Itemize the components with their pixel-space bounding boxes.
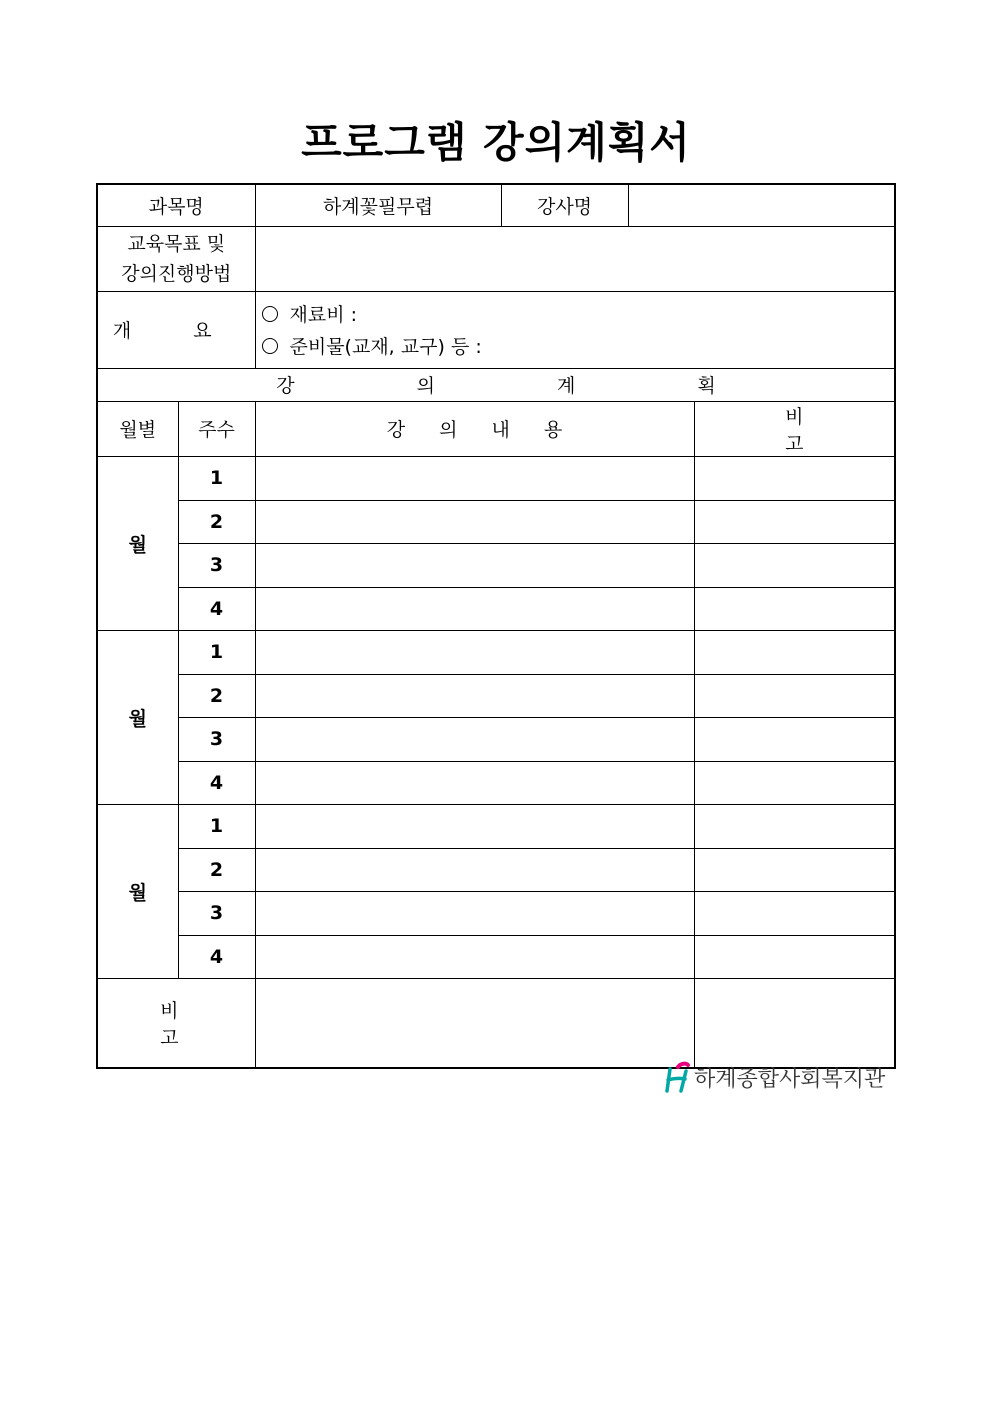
remarks-cell[interactable] (694, 630, 895, 674)
content-cell[interactable] (255, 848, 694, 891)
week-cell: 3 (178, 543, 255, 587)
content-cell[interactable] (255, 630, 694, 674)
col-header-content: 강 의 내 용 (255, 401, 694, 456)
table-row (97, 804, 895, 848)
table-row (97, 935, 895, 978)
overview-row (97, 291, 895, 368)
week-cell: 4 (178, 761, 255, 804)
subject-row (97, 184, 895, 226)
month-cell[interactable]: 월 (97, 804, 178, 978)
month-cell[interactable]: 월 (97, 456, 178, 630)
remarks-cell[interactable] (694, 717, 895, 761)
week-cell: 1 (178, 456, 255, 500)
bottom-remarks-extra[interactable] (694, 978, 895, 1068)
bottom-remarks-content[interactable] (255, 978, 694, 1068)
overview-item-supplies (260, 330, 895, 362)
table-row (97, 500, 895, 543)
week-cell: 3 (178, 717, 255, 761)
overview-label: 개 요 (97, 291, 255, 368)
goals-label (97, 226, 255, 291)
plan-heading-row (97, 368, 895, 401)
content-cell[interactable] (255, 804, 694, 848)
month-cell[interactable]: 월 (97, 630, 178, 804)
org-logo-icon (664, 1061, 692, 1093)
overview-item-label: 준비물(교재, 교구) 등 : (289, 336, 482, 358)
bottom-remarks-row (97, 978, 895, 1068)
goals-label-line1: 교육목표 및 (127, 232, 226, 255)
org-footer (664, 1061, 885, 1093)
remarks-cell[interactable] (694, 935, 895, 978)
content-cell[interactable] (255, 543, 694, 587)
week-cell: 2 (178, 500, 255, 543)
circle-icon (262, 306, 278, 322)
remarks-cell[interactable] (694, 674, 895, 717)
overview-item-material-cost (260, 298, 895, 330)
goals-label-line2: 강의진행방법 (121, 262, 232, 285)
page-title: 프로그램 강의계획서 (301, 118, 691, 167)
week-cell: 1 (178, 630, 255, 674)
col-header-month: 월별 (97, 401, 178, 456)
table-row (97, 891, 895, 935)
content-cell[interactable] (255, 674, 694, 717)
remarks-cell[interactable] (694, 891, 895, 935)
content-cell[interactable] (255, 935, 694, 978)
col-header-remarks: 비 고 (694, 401, 895, 456)
week-cell: 3 (178, 891, 255, 935)
org-name: 하계종합사회복지관 (694, 1066, 886, 1092)
table-row (97, 630, 895, 674)
overview-value[interactable] (255, 291, 895, 368)
column-header-row (97, 401, 895, 456)
remarks-cell[interactable] (694, 456, 895, 500)
overview-item-label: 재료비 : (289, 304, 358, 326)
table-row (97, 456, 895, 500)
week-cell: 2 (178, 674, 255, 717)
table-row (97, 543, 895, 587)
subject-label: 과목명 (97, 184, 255, 226)
table-row (97, 761, 895, 804)
table-row (97, 848, 895, 891)
remarks-cell[interactable] (694, 543, 895, 587)
remarks-cell[interactable] (694, 848, 895, 891)
remarks-cell[interactable] (694, 500, 895, 543)
content-cell[interactable] (255, 587, 694, 630)
table-row (97, 587, 895, 630)
week-cell: 4 (178, 935, 255, 978)
table-row (97, 674, 895, 717)
instructor-label: 강사명 (501, 184, 628, 226)
lecture-plan-form (96, 183, 896, 1069)
goals-row (97, 226, 895, 291)
remarks-cell[interactable] (694, 587, 895, 630)
instructor-value[interactable] (628, 184, 895, 226)
week-cell: 4 (178, 587, 255, 630)
bottom-remarks-label: 비 고 (97, 978, 255, 1068)
content-cell[interactable] (255, 456, 694, 500)
logo-pink-stroke (678, 1064, 688, 1067)
plan-heading: 강 의 계 획 (97, 368, 895, 401)
content-cell[interactable] (255, 891, 694, 935)
content-cell[interactable] (255, 500, 694, 543)
col-header-week: 주수 (178, 401, 255, 456)
circle-icon (262, 338, 278, 354)
logo-teal-stroke (667, 1069, 686, 1091)
table-row (97, 717, 895, 761)
remarks-cell[interactable] (694, 761, 895, 804)
week-cell: 1 (178, 804, 255, 848)
goals-value[interactable] (255, 226, 895, 291)
week-cell: 2 (178, 848, 255, 891)
content-cell[interactable] (255, 761, 694, 804)
remarks-cell[interactable] (694, 804, 895, 848)
content-cell[interactable] (255, 717, 694, 761)
subject-value[interactable]: 하계꽃필무렵 (255, 184, 501, 226)
